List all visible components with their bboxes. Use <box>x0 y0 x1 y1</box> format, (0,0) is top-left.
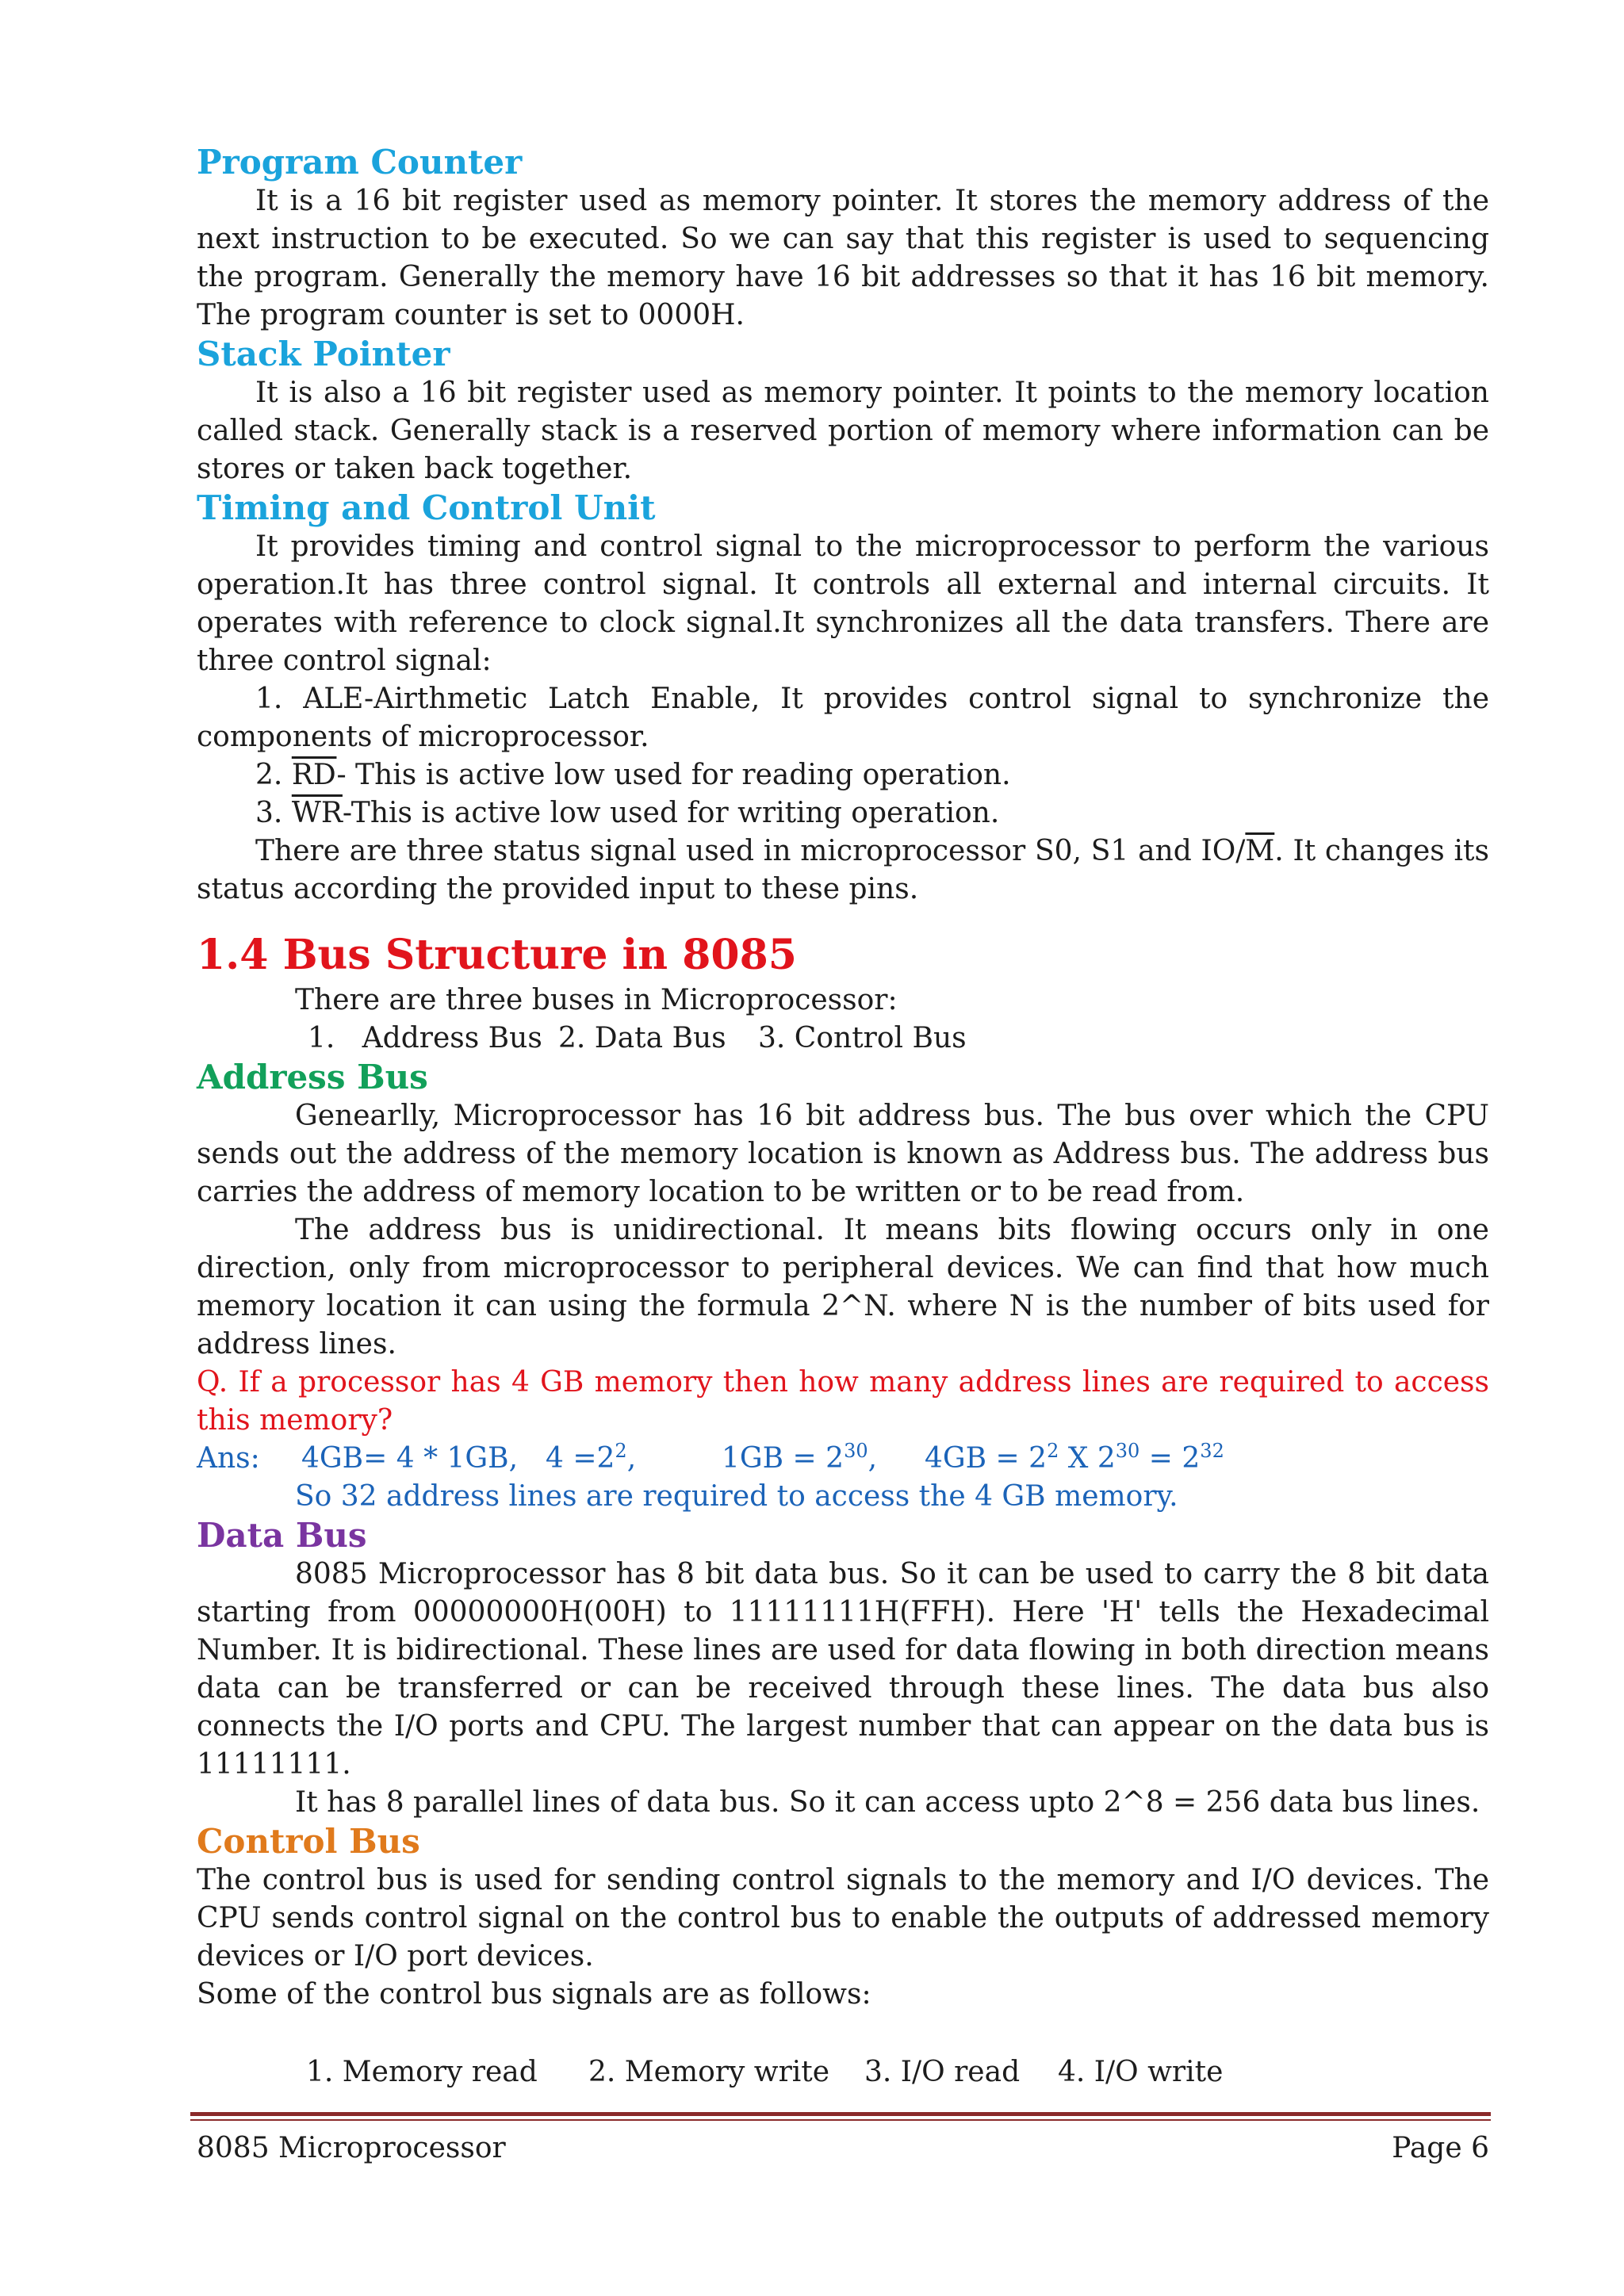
answer-label: Ans: <box>197 1442 260 1475</box>
m-signal: $\overline{M}$ <box>1245 835 1275 867</box>
item-number: 2. <box>255 759 283 791</box>
page-footer <box>197 2130 1489 2168</box>
bus-list-item: 1. Address Bus <box>308 1022 542 1054</box>
bus-intro: There are three buses in Microprocessor: <box>295 984 898 1016</box>
control-signal-item-rd <box>197 756 1489 794</box>
bus-structure-heading: 1.4 Bus Structure in 8085 <box>197 931 797 979</box>
bus-list <box>197 1020 1489 1058</box>
footer-title: 8085 Microprocessor <box>197 2132 506 2164</box>
page-number: Page 6 <box>1392 2132 1489 2164</box>
page-content <box>197 143 1489 2091</box>
rd-description: - This is active low used for reading operation. <box>336 759 1011 791</box>
control-bus-text: Some of the control bus signals are as follows: <box>197 1978 871 2011</box>
wr-signal: $\overline{WR}$ <box>291 797 343 829</box>
bus-list-item: 3. Control Bus <box>758 1022 967 1054</box>
address-bus-question: Q. If a processor has 4 GB memory then how many address lines are required to access this memory? <box>197 1366 1489 1437</box>
program-counter-text: It is a 16 bit register used as memory pointer. It stores the memory address of the next instruction to be executed. So we can say that this register is used to sequencing the program. Generally the memory have 16 bit addresses so that it has 16 bit memory. The program counter is set to 0000H. <box>197 185 1489 331</box>
control-bus-list-item: 4. I/O write <box>1058 2056 1224 2088</box>
address-bus-heading: Address Bus <box>197 1058 428 1096</box>
stack-pointer-heading: Stack Pointer <box>197 335 450 373</box>
address-bus-answer-conclusion: So 32 address lines are required to access the 4 GB memory. <box>295 1480 1178 1513</box>
control-signal-item-wr <box>197 794 1489 832</box>
timing-control-heading: Timing and Control Unit <box>197 488 656 527</box>
item-number: 3. <box>255 797 283 829</box>
data-bus-text: It has 8 parallel lines of data bus. So it can access upto 2^8 = 256 data bus lines. <box>295 1786 1480 1819</box>
program-counter-heading: Program Counter <box>197 143 523 182</box>
timing-control-text: It provides timing and control signal to the microprocessor to perform the various operation.It has three control signal. It controls all external and internal circuits. It operates with reference to clock signal.It synchronizes all the data transfers. There are three control signal: <box>197 530 1489 677</box>
control-bus-heading: Control Bus <box>197 1822 420 1861</box>
control-signal-item-ale: 1. ALE-Airthmetic Latch Enable, It provides control signal to synchronize the components of microprocessor. <box>197 683 1489 753</box>
control-bus-text: The control bus is used for sending control signals to the memory and I/O devices. The CPU sends control signal on the control bus to enable the outputs of addressed memory devices or I/O port devices. <box>197 1864 1489 1973</box>
address-bus-text: Genearlly, Microprocessor has 16 bit address bus. The bus over which the CPU sends out the address of the memory location is known as Address bus. The address bus carries the address of memory location to be written or to be read from. <box>197 1100 1489 1208</box>
bus-list-item: 2. Data Bus <box>558 1022 726 1054</box>
control-bus-list-item: 1. Memory read <box>306 2056 538 2088</box>
data-bus-text: 8085 Microprocessor has 8 bit data bus. So it can be used to carry the 8 bit data starting from 00000000H(00H) to 11111111H(FFH). Here 'H' tells the Hexadecimal Number. It is bidirectional. These lines are used for data flowing in both direction means data can be transferred or can be received through these lines. The data bus also connects the I/O ports and CPU. The largest number that can appear on the data bus is 11111111. <box>197 1558 1489 1781</box>
data-bus-heading: Data Bus <box>197 1516 367 1555</box>
footer-divider-thin <box>190 2119 1491 2121</box>
address-bus-text: The address bus is unidirectional. It means bits flowing occurs only in one direction, only from microprocessor to peripheral devices. We can find that how much memory location it can using the formula 2^N. where N is the number of bits used for address lines. <box>197 1214 1489 1360</box>
control-bus-list <box>197 2053 1489 2091</box>
rd-signal: $\overline{RD}$ <box>291 759 337 791</box>
wr-description: -This is active low used for writing operation. <box>342 797 1000 829</box>
stack-pointer-text: It is also a 16 bit register used as memory pointer. It points to the memory location called stack. Generally stack is a reserved portion of memory where information can be stores or taken back together. <box>197 377 1489 485</box>
status-signal-text: There are three status signal used in microprocessor S0, S1 and $IO/\overline{M}$. It changes its status according the provided input to these pins. <box>197 835 1489 905</box>
footer-divider <box>190 2112 1491 2116</box>
control-bus-list-item: 2. Memory write <box>588 2056 830 2088</box>
control-bus-list-item: 3. I/O read <box>864 2056 1021 2088</box>
address-bus-answer: Ans: 4GB= 4 * 1GB, $4 =2^2$, $1GB = 2^{30}$, $4GB = 2^2$ X $2^{30} = 2^{32}$ <box>197 1440 1489 1478</box>
